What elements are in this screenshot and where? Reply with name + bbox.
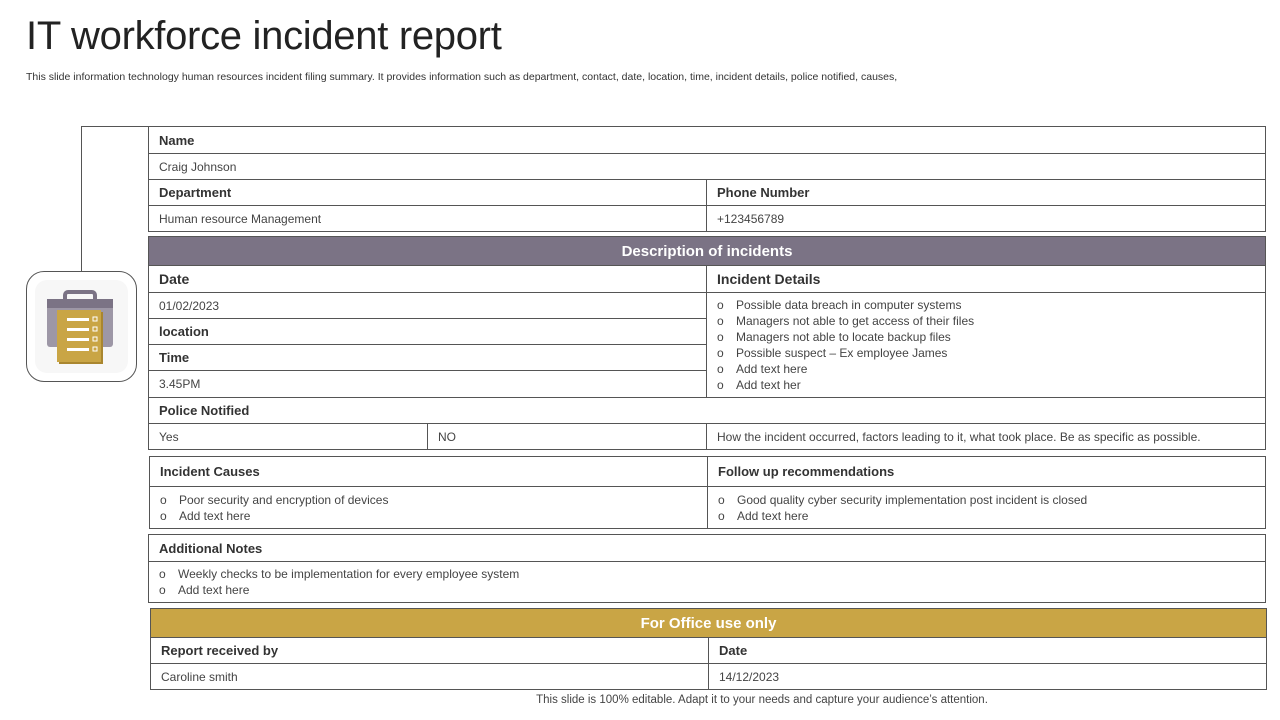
- name-value: Craig Johnson: [149, 154, 1266, 180]
- police-yes: Yes: [149, 424, 428, 450]
- office-table: [150, 608, 1267, 690]
- icon-frame: [26, 271, 137, 382]
- phone-value: +123456789: [707, 206, 1266, 232]
- page-subtitle: This slide information technology human resources incident filing summary. It provides information such as department, contact, date, location, time, incident details, police notified, causes,: [26, 71, 898, 83]
- police-note: How the incident occurred, factors leading to it, what took place. Be as specific as possible.: [707, 424, 1266, 450]
- list-item: o Add text here: [718, 508, 1255, 524]
- incident-table: [148, 236, 1266, 450]
- list-item: o Add text here: [717, 361, 1255, 377]
- followup-label: Follow up recommendations: [708, 457, 1266, 487]
- causes-label: Incident Causes: [150, 457, 708, 487]
- police-no: NO: [428, 424, 707, 450]
- list-item: o Add text here: [160, 508, 697, 524]
- briefcase-document-icon: [37, 282, 127, 372]
- location-label: location: [149, 319, 707, 345]
- date-value: 01/02/2023: [149, 293, 707, 319]
- time-value: 3.45PM: [149, 371, 707, 398]
- footer-note: [0, 694, 1262, 706]
- phone-label: Phone Number: [707, 180, 1266, 206]
- list-item: o Add text here: [159, 582, 1255, 598]
- incident-header: Description of incidents: [149, 237, 1266, 266]
- office-date-label: Date: [709, 638, 1267, 664]
- department-label: Department: [149, 180, 707, 206]
- notes-cell: [149, 562, 1266, 603]
- footer-text: This slide is 100% editable. Adapt it to your needs and capture your audience’s attention.: [536, 694, 988, 706]
- details-list: [717, 297, 1255, 393]
- notes-table: [148, 534, 1266, 603]
- page-title: IT workforce incident report: [26, 14, 502, 58]
- list-item: o Possible suspect – Ex employee James: [717, 345, 1255, 361]
- list-item: o Add text her: [717, 377, 1255, 393]
- list-item: o Poor security and encryption of devices: [160, 492, 697, 508]
- details-label: Incident Details: [707, 266, 1266, 293]
- list-item: o Good quality cyber security implementation post incident is closed: [718, 492, 1255, 508]
- list-item: o Managers not able to locate backup files: [717, 329, 1255, 345]
- name-label: Name: [149, 127, 1266, 154]
- police-label: Police Notified: [149, 398, 1266, 424]
- list-item: o Managers not able to get access of their files: [717, 313, 1255, 329]
- notes-label: Additional Notes: [149, 535, 1266, 562]
- causes-table: [149, 456, 1266, 529]
- list-item: o Possible data breach in computer systems: [717, 297, 1255, 313]
- followup-cell: [708, 487, 1266, 529]
- office-header: For Office use only: [151, 609, 1267, 638]
- received-value: Caroline smith: [151, 664, 709, 690]
- list-item: o Weekly checks to be implementation for every employee system: [159, 566, 1255, 582]
- office-date-value: 14/12/2023: [709, 664, 1267, 690]
- department-value: Human resource Management: [149, 206, 707, 232]
- received-label: Report received by: [151, 638, 709, 664]
- connector-line: [81, 126, 149, 272]
- date-label: Date: [149, 266, 707, 293]
- contact-table: [148, 126, 1266, 232]
- time-label: Time: [149, 345, 707, 371]
- details-cell: [707, 293, 1266, 398]
- causes-cell: [150, 487, 708, 529]
